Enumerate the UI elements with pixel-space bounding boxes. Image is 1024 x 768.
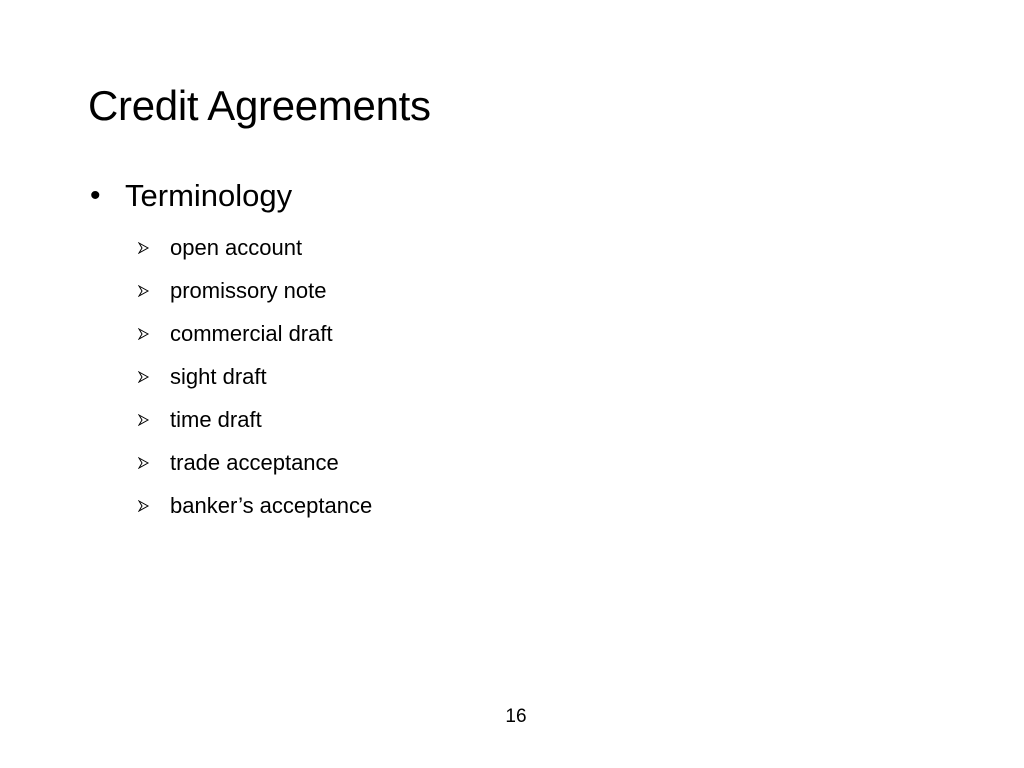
- slide-title: Credit Agreements: [88, 82, 431, 129]
- list-item: [138, 226, 372, 269]
- list-item: [138, 355, 372, 398]
- list-item: [138, 484, 372, 527]
- terminology-list: [138, 226, 372, 527]
- list-item-label: commercial draft: [170, 320, 333, 346]
- bullet-text: Terminology: [125, 178, 293, 213]
- arrow-bullet-icon: [138, 355, 170, 398]
- list-item: [138, 441, 372, 484]
- list-item-label: trade acceptance: [170, 449, 339, 475]
- list-item-label: promissory note: [170, 277, 327, 303]
- arrow-bullet-icon: [138, 484, 170, 527]
- arrow-bullet-icon: [138, 398, 170, 441]
- page-number: 16: [505, 706, 527, 727]
- bullet-terminology: [88, 176, 292, 216]
- list-item-label: open account: [170, 234, 303, 260]
- arrow-bullet-icon: [138, 269, 170, 312]
- list-item-label: time draft: [170, 406, 262, 432]
- list-item: [138, 269, 372, 312]
- bullet-dot-icon: •: [90, 179, 101, 212]
- list-item-label: sight draft: [170, 363, 267, 389]
- list-item: [138, 398, 372, 441]
- list-item: [138, 312, 372, 355]
- arrow-bullet-icon: [138, 226, 170, 269]
- arrow-bullet-icon: [138, 441, 170, 484]
- list-item-label: banker’s acceptance: [170, 492, 373, 518]
- arrow-bullet-icon: [138, 312, 170, 355]
